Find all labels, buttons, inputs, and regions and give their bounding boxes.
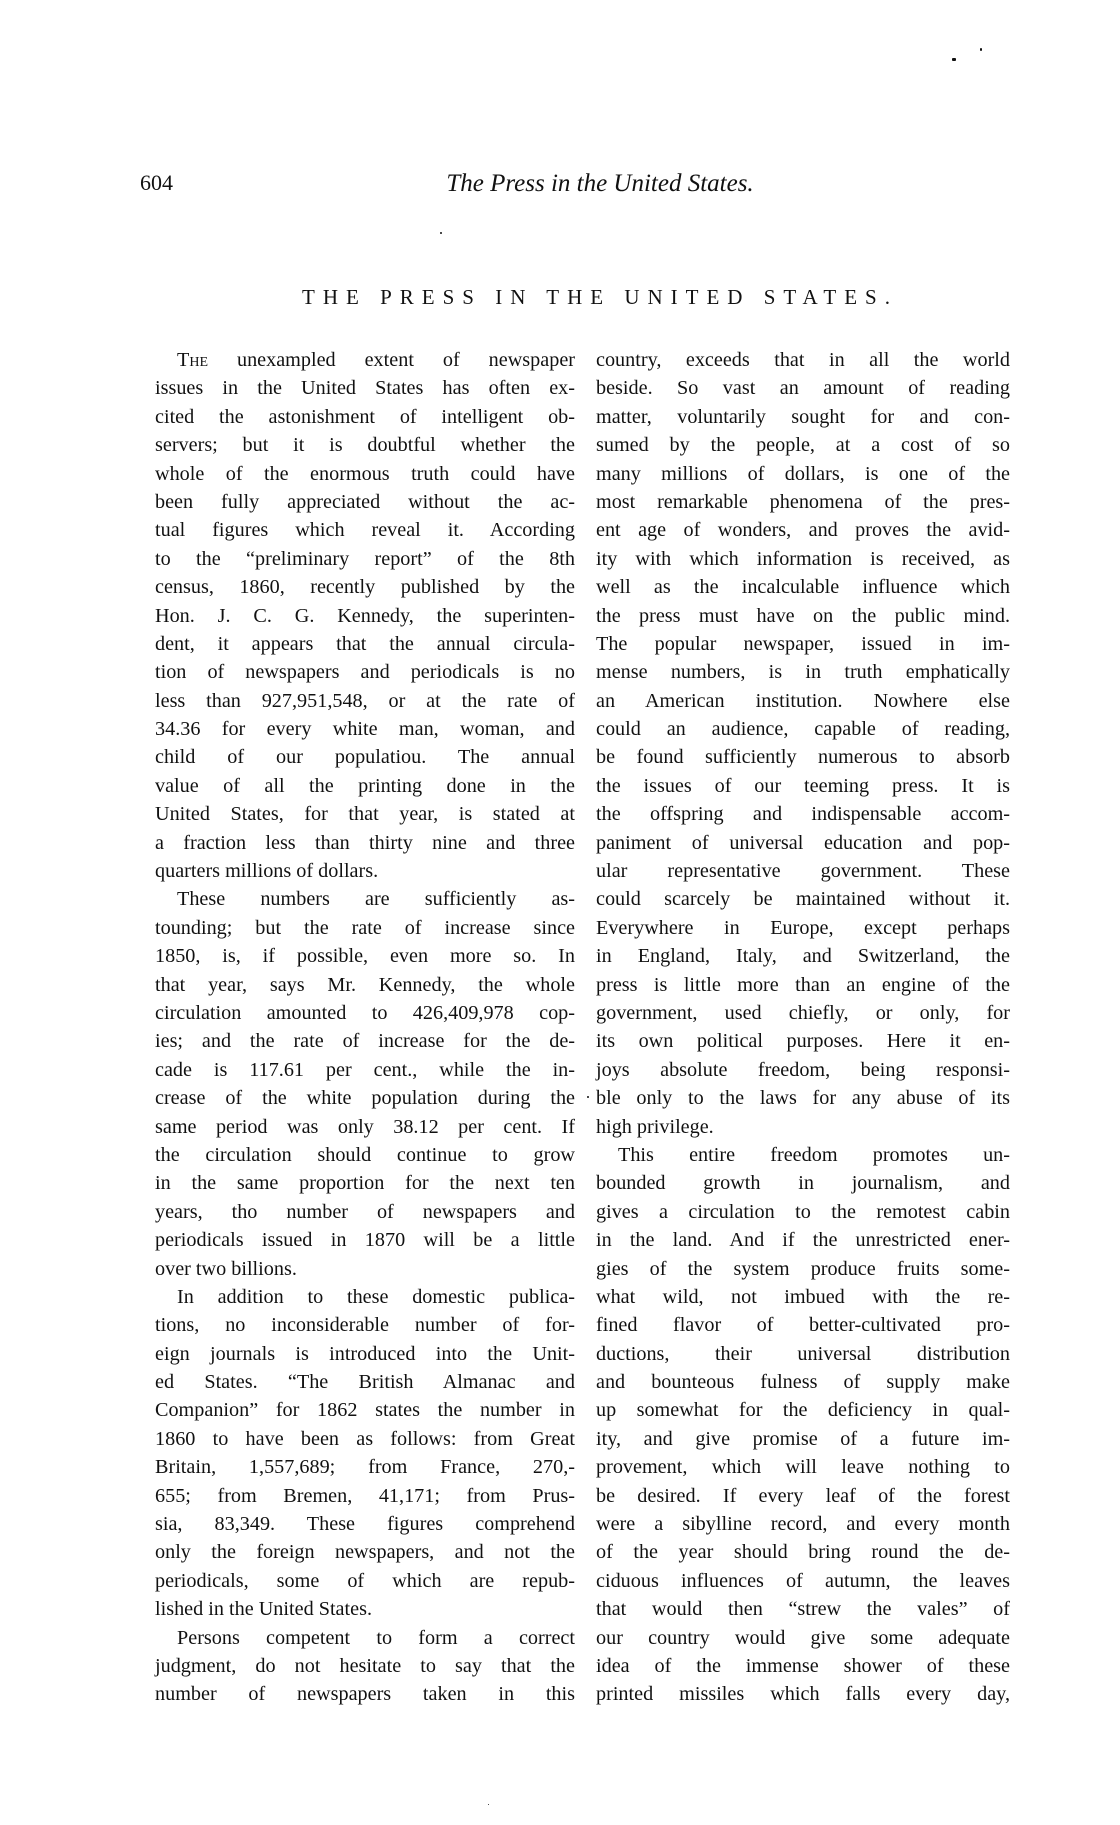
text-line: were a sibylline record, and every month [596,1513,1010,1536]
scan-speck [952,58,956,61]
text-line: high privilege. [596,1115,714,1138]
text-line: ies; and the rate of increase for the de- [155,1030,575,1053]
text-line: 1860 to have been as follows: from Great [155,1427,575,1450]
text-line: periodicals issued in 1870 will be a little [155,1229,575,1252]
text-line: child of our populatiou. The annual [155,746,575,769]
text-line: the press must have on the public mind. [596,604,1010,627]
scan-speck [440,232,442,234]
text-line: bounded growth in journalism, and [596,1172,1010,1195]
text-line: our country would give some adequate [596,1626,1010,1649]
text-line: circulation amounted to 426,409,978 cop- [155,1001,575,1024]
text-line: to the “preliminary report” of the 8th [155,547,575,570]
scan-speck [488,1804,489,1805]
text-line: in the same proportion for the next ten [155,1172,575,1195]
text-line: only the foreign newspapers, and not the [155,1541,575,1564]
text-line: The unexampled extent of newspaper [177,349,575,371]
text-line: tual figures which reveal it. According [155,519,575,542]
text-line: in the land. And if the unrestricted ener- [596,1229,1010,1252]
text-line: dent, it appears that the annual circula- [155,632,575,655]
text-line: printed missiles which falls every day, [596,1683,1010,1706]
text-line: cited the astonishment of intelligent ob- [155,405,575,428]
text-line: The popular newspaper, issued in im- [596,632,1010,655]
text-line: the offspring and indispensable accom- [596,803,1010,826]
text-line: quarters millions of dollars. [155,860,379,883]
running-head [140,170,1000,206]
text-line: eign journals is introduced into the Unit- [155,1342,575,1365]
text-line: whole of the enormous truth could have [155,462,575,485]
text-line: Britain, 1,557,689; from France, 270,- [155,1456,575,1479]
text-line: could an audience, capable of reading, [596,718,1010,741]
text-line: that would then “strew the vales” of [596,1598,1010,1621]
text-line: a fraction less than thirty nine and three [155,831,575,854]
text-line: government, used chiefly, or only, for [596,1001,1010,1024]
drop-smallcaps: The [177,349,208,371]
text-line: could scarcely be maintained without it. [596,888,1010,911]
text-line: Persons competent to form a correct [177,1626,575,1649]
text-line: ductions, their universal distribution [596,1342,1010,1365]
text-line: tions, no inconsiderable number of for- [155,1314,575,1337]
text-line: In addition to these domestic publica- [177,1285,575,1308]
text-line: idea of the immense shower of these [596,1654,1010,1677]
text-line: less than 927,951,548, or at the rate of [155,689,575,712]
left-column [155,346,575,1709]
scan-speck [980,48,982,51]
text-line: mense numbers, is in truth emphatically [596,661,1010,684]
text-line: be found sufficiently numerous to absorb [596,746,1010,769]
text-line: years, tho number of newspapers and [155,1200,575,1223]
article-title: THE PRESS IN THE UNITED STATES. [302,285,898,309]
text-line: provement, which will leave nothing to [596,1456,1010,1479]
text-line: census, 1860, recently published by the [155,576,575,599]
text-line: 34.36 for every white man, woman, and [155,718,575,741]
text-line: ble only to the laws for any abuse of its [596,1087,1010,1110]
text-line: its own political purposes. Here it en- [596,1030,1010,1053]
text-line: value of all the printing done in the [155,774,575,797]
text-line: press is little more than an engine of the [596,973,1010,996]
text-line: lished in the United States. [155,1598,372,1621]
text-line: country, exceeds that in all the world [596,349,1010,371]
text-line: This entire freedom promotes un- [618,1143,1010,1166]
text-line: paniment of universal education and pop- [596,831,1010,854]
text-line: ity, and give promise of a future im- [596,1427,1010,1450]
text-line: 655; from Bremen, 41,171; from Prus- [155,1484,575,1507]
text-line: Everywhere in Europe, except perhaps [596,916,1010,939]
text-line: most remarkable phenomena of the pres- [596,490,1010,513]
text-line: ent age of wonders, and proves the avid- [596,519,1010,542]
text-line: the circulation should continue to grow [155,1143,575,1166]
text-line: well as the incalculable influence which [596,576,1010,599]
text-line: cade is 117.61 per cent., while the in- [155,1058,575,1081]
text-line: sumed by the people, at a cost of so [596,434,1010,457]
text-line: fined flavor of better-cultivated pro- [596,1314,1010,1337]
text-line: be desired. If every leaf of the forest [596,1484,1010,1507]
right-column [596,346,1010,1709]
text-line: sia, 83,349. These figures comprehend [155,1513,575,1536]
text-line: an American institution. Nowhere else [596,689,1010,712]
text-line: issues in the United States has often ex- [155,377,575,400]
text-line: up somewhat for the deficiency in qual- [596,1399,1010,1422]
text-line: joys absolute freedom, being responsi- [596,1058,1010,1081]
text-line: ity with which information is received, as [596,547,1010,570]
text-line: matter, voluntarily sought for and con- [596,405,1010,428]
text-line: Hon. J. C. G. Kennedy, the superinten- [155,604,575,627]
text-line: of the year should bring round the de- [596,1541,1010,1564]
text-line: that year, says Mr. Kennedy, the whole [155,973,575,996]
text-line: tion of newspapers and periodicals is no [155,661,575,684]
text-line: servers; but it is doubtful whether the [155,434,575,457]
page-number: 604 [140,170,173,195]
text-line: in England, Italy, and Switzerland, the [596,945,1010,968]
text-line: judgment, do not hesitate to say that the [155,1654,575,1677]
text-line: 1850, is, if possible, even more so. In [155,945,575,968]
text-line: over two billions. [155,1257,297,1280]
text-line: ciduous influences of autumn, the leaves [596,1569,1010,1592]
text-line: crease of the white population during the [155,1087,575,1110]
text-line: tounding; but the rate of increase since [155,916,575,939]
text-line: periodicals, some of which are repub- [155,1569,575,1592]
text-line: and bounteous fulness of supply make [596,1371,1010,1394]
text-line: ed States. “The British Almanac and [155,1371,575,1394]
text-line: many millions of dollars, is one of the [596,462,1010,485]
text-line: number of newspapers taken in this [155,1683,575,1706]
text-line: These numbers are sufficiently as- [177,888,575,911]
text-line: gies of the system produce fruits some- [596,1257,1010,1280]
text-line: been fully appreciated without the ac- [155,490,575,513]
text-line: gives a circulation to the remotest cabin [596,1200,1010,1223]
text-line: ular representative government. These [596,860,1010,883]
text-line: same period was only 38.12 per cent. If [155,1115,575,1138]
scan-speck [587,1096,589,1098]
text-line: Companion” for 1862 states the number in [155,1399,575,1422]
text-line: United States, for that year, is stated at [155,803,575,826]
text-line: what wild, not imbued with the re- [596,1285,1010,1308]
running-title: The Press in the United States. [446,170,754,197]
text-line: the issues of our teeming press. It is [596,774,1010,797]
text-line: beside. So vast an amount of reading [596,377,1010,400]
